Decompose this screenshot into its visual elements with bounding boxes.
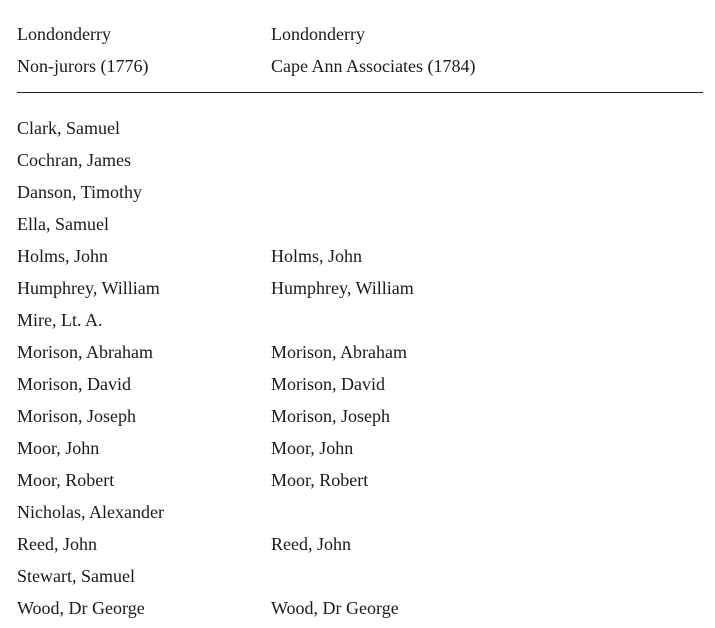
nonjuror-name: Moor, John <box>17 437 100 458</box>
associate-name: Morison, Joseph <box>271 405 391 426</box>
table-row <box>17 176 703 208</box>
table-row <box>17 304 703 336</box>
nonjuror-name: Humphrey, William <box>17 277 160 298</box>
nonjuror-name: Holms, John <box>17 245 109 266</box>
table-row <box>17 528 703 560</box>
associate-name: Humphrey, William <box>271 277 414 298</box>
header-row-2 <box>17 50 703 82</box>
table-row <box>17 592 703 624</box>
nonjuror-name: Danson, Timothy <box>17 181 143 202</box>
table-row <box>17 464 703 496</box>
nonjuror-name: Mire, Lt. A. <box>17 309 103 330</box>
header-nonjurors-title: Non-jurors (1776) <box>17 55 149 76</box>
table-row <box>17 560 703 592</box>
associate-name: Morison, David <box>271 373 385 394</box>
table-row <box>17 240 703 272</box>
header-divider <box>17 92 703 93</box>
nonjuror-name: Clark, Samuel <box>17 117 120 138</box>
associate-name: Holms, John <box>271 245 363 266</box>
nonjuror-name: Morison, Abraham <box>17 341 153 362</box>
header-associates-place: Londonderry <box>271 23 365 44</box>
header-nonjurors-place: Londonderry <box>17 23 111 44</box>
nonjuror-name: Wood, Dr George <box>17 597 145 618</box>
nonjuror-name: Moor, Robert <box>17 469 115 490</box>
associate-name: Moor, John <box>271 437 354 458</box>
nonjuror-name: Cochran, James <box>17 149 131 170</box>
table-row <box>17 144 703 176</box>
associate-name: Moor, Robert <box>271 469 369 490</box>
associate-name: Morison, Abraham <box>271 341 407 362</box>
nonjuror-name: Morison, David <box>17 373 131 394</box>
nonjuror-name: Morison, Joseph <box>17 405 137 426</box>
table-row <box>17 208 703 240</box>
associate-name: Reed, John <box>271 533 351 554</box>
table-row <box>17 112 703 144</box>
nonjuror-name: Ella, Samuel <box>17 213 109 234</box>
nonjuror-name: Nicholas, Alexander <box>17 501 164 522</box>
table-row <box>17 400 703 432</box>
table-header <box>17 18 703 82</box>
nonjuror-name: Stewart, Samuel <box>17 565 135 586</box>
associate-name: Wood, Dr George <box>271 597 399 618</box>
header-row-1 <box>17 18 703 50</box>
table-row <box>17 272 703 304</box>
table-row <box>17 368 703 400</box>
table-row <box>17 496 703 528</box>
table-row <box>17 336 703 368</box>
table-body <box>17 112 703 624</box>
nonjuror-name: Reed, John <box>17 533 97 554</box>
header-associates-title: Cape Ann Associates (1784) <box>271 55 476 76</box>
table-row <box>17 432 703 464</box>
